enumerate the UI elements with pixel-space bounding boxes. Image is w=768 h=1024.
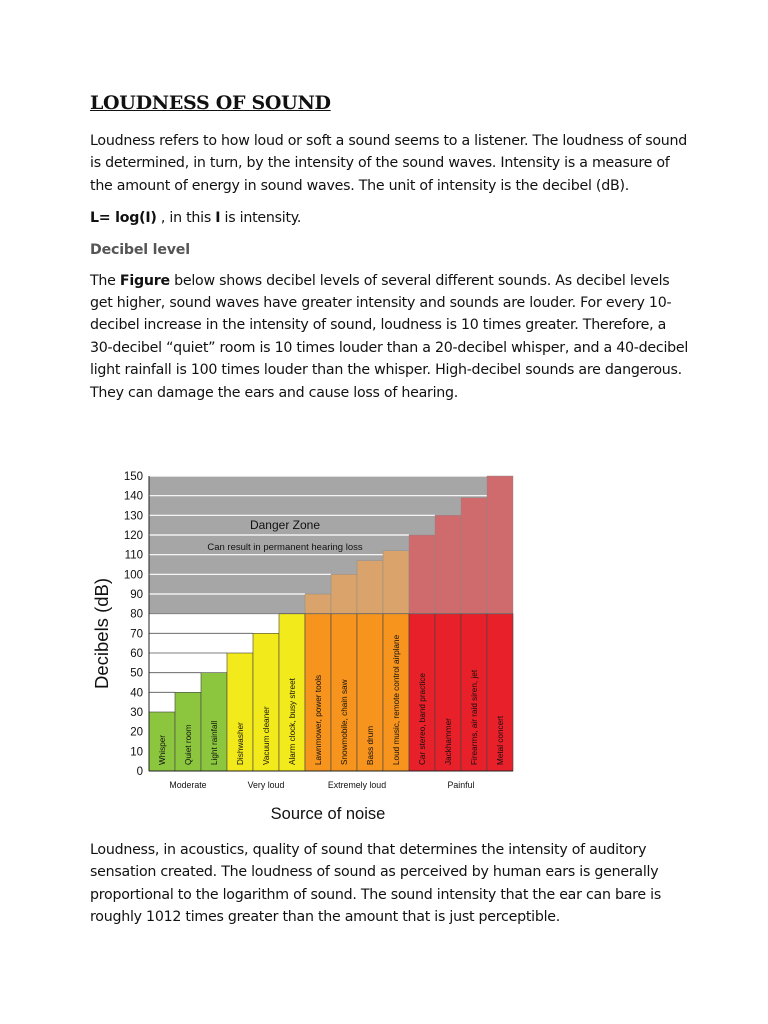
closing-section [90, 839, 690, 939]
formula-line [90, 207, 690, 229]
bar-label: Vacuum cleaner [262, 706, 271, 765]
figure-para-start: The [90, 272, 120, 289]
danger-zone-title: Danger Zone [249, 518, 321, 532]
bar-upper [357, 561, 383, 614]
y-tick-label: 20 [130, 726, 143, 739]
bar-upper [409, 535, 435, 614]
figure-bold: Figure [119, 272, 170, 289]
y-tick-label: 50 [130, 667, 143, 680]
closing-paragraph: Loudness, in acoustics, quality of sound that determines the intensity of auditory sensation created. The loudness of sound as perceived by human ears is generally proportional to the logarithm of sound. The sound intensity that the ear can bare is roughly 1012 times greater than the amount that is just perceptible. [90, 842, 661, 926]
bar-label: Firearms, air raid siren, jet [470, 669, 479, 765]
bar-upper [383, 551, 409, 614]
y-tick-label: 80 [130, 608, 143, 621]
formula-middle: , in this [156, 210, 216, 227]
group-label: Moderate [169, 780, 207, 790]
group-label: Extremely loud [327, 780, 387, 790]
bar-label: Lawnmower, power tools [314, 674, 323, 765]
y-tick-label: 130 [123, 510, 143, 523]
y-tick-label: 90 [130, 589, 143, 601]
formula-variable: I [215, 210, 221, 227]
group-label: Painful [447, 780, 475, 790]
bar-label: Metal concert [496, 715, 505, 765]
bar-label: Quiet room [184, 724, 193, 765]
bar-label: Snowmobile, chain saw [340, 679, 349, 765]
y-axis-title: Decibels (dB) [91, 577, 112, 690]
intro-paragraph: Loudness refers to how loud or soft a sound seems to a listener. The loudness of sound is determined, in turn, by the intensity of the sound waves. Intensity is a measure of the amount of energy in sound waves. The unit of intensity is the decibel (dB). [90, 133, 688, 194]
y-tick-label: 30 [130, 707, 143, 719]
bar-label: Car stereo, band practice [418, 673, 427, 765]
bar-upper [305, 594, 331, 614]
decibel-chart-svg [88, 466, 528, 828]
y-tick-label: 140 [123, 490, 143, 503]
y-tick-label: 0 [136, 766, 143, 778]
decibel-chart [88, 466, 528, 828]
y-tick-label: 120 [123, 530, 143, 542]
bar-label: Alarm clock, busy street [288, 678, 297, 765]
y-tick-label: 150 [123, 471, 143, 483]
bar-label: Loud music, remote control airplane [392, 634, 401, 765]
bar-label: Whisper [158, 734, 167, 765]
y-tick-label: 110 [124, 549, 143, 562]
y-tick-label: 40 [130, 687, 143, 700]
page-title: LOUDNESS OF SOUND [90, 92, 331, 114]
figure-paragraph [90, 270, 690, 404]
y-tick-label: 100 [123, 569, 143, 582]
group-label: Very loud [247, 780, 285, 790]
section-heading: Decibel level [90, 241, 190, 258]
bar-label: Light rainfall [210, 720, 219, 765]
bar-upper [461, 498, 487, 614]
bar-upper [435, 515, 461, 613]
x-axis-title: Source of noise [270, 805, 386, 823]
document-body [90, 92, 690, 414]
y-tick-label: 70 [130, 628, 143, 641]
bar-label: Bass drum [366, 725, 375, 765]
y-tick-label: 60 [130, 648, 143, 660]
bar-label: Jackhammer [444, 718, 453, 765]
formula-bold: L= log(I) [90, 210, 157, 227]
bar-upper [487, 476, 513, 614]
bar-upper [331, 574, 357, 613]
danger-zone-subtitle: Can result in permanent hearing loss [207, 542, 363, 553]
figure-para-rest: below shows decibel levels of several different sounds. As decibel levels get higher, sound waves have greater intensity and sounds are louder. For every 10-decibel increase in the intensity of sound, loudness is 10 times greater. Therefore, a 30-decibel “quiet” room is 10 times louder than a 20-decibel whisper, and a 40-decibel light rainfall is 100 times louder than the whisper. High-decibel sounds are dangerous. They can damage the ears and cause loss of hearing. [90, 272, 689, 401]
y-tick-label: 10 [130, 746, 143, 759]
formula-end: is intensity. [220, 210, 302, 227]
bar-label: Dishwasher [236, 722, 245, 765]
